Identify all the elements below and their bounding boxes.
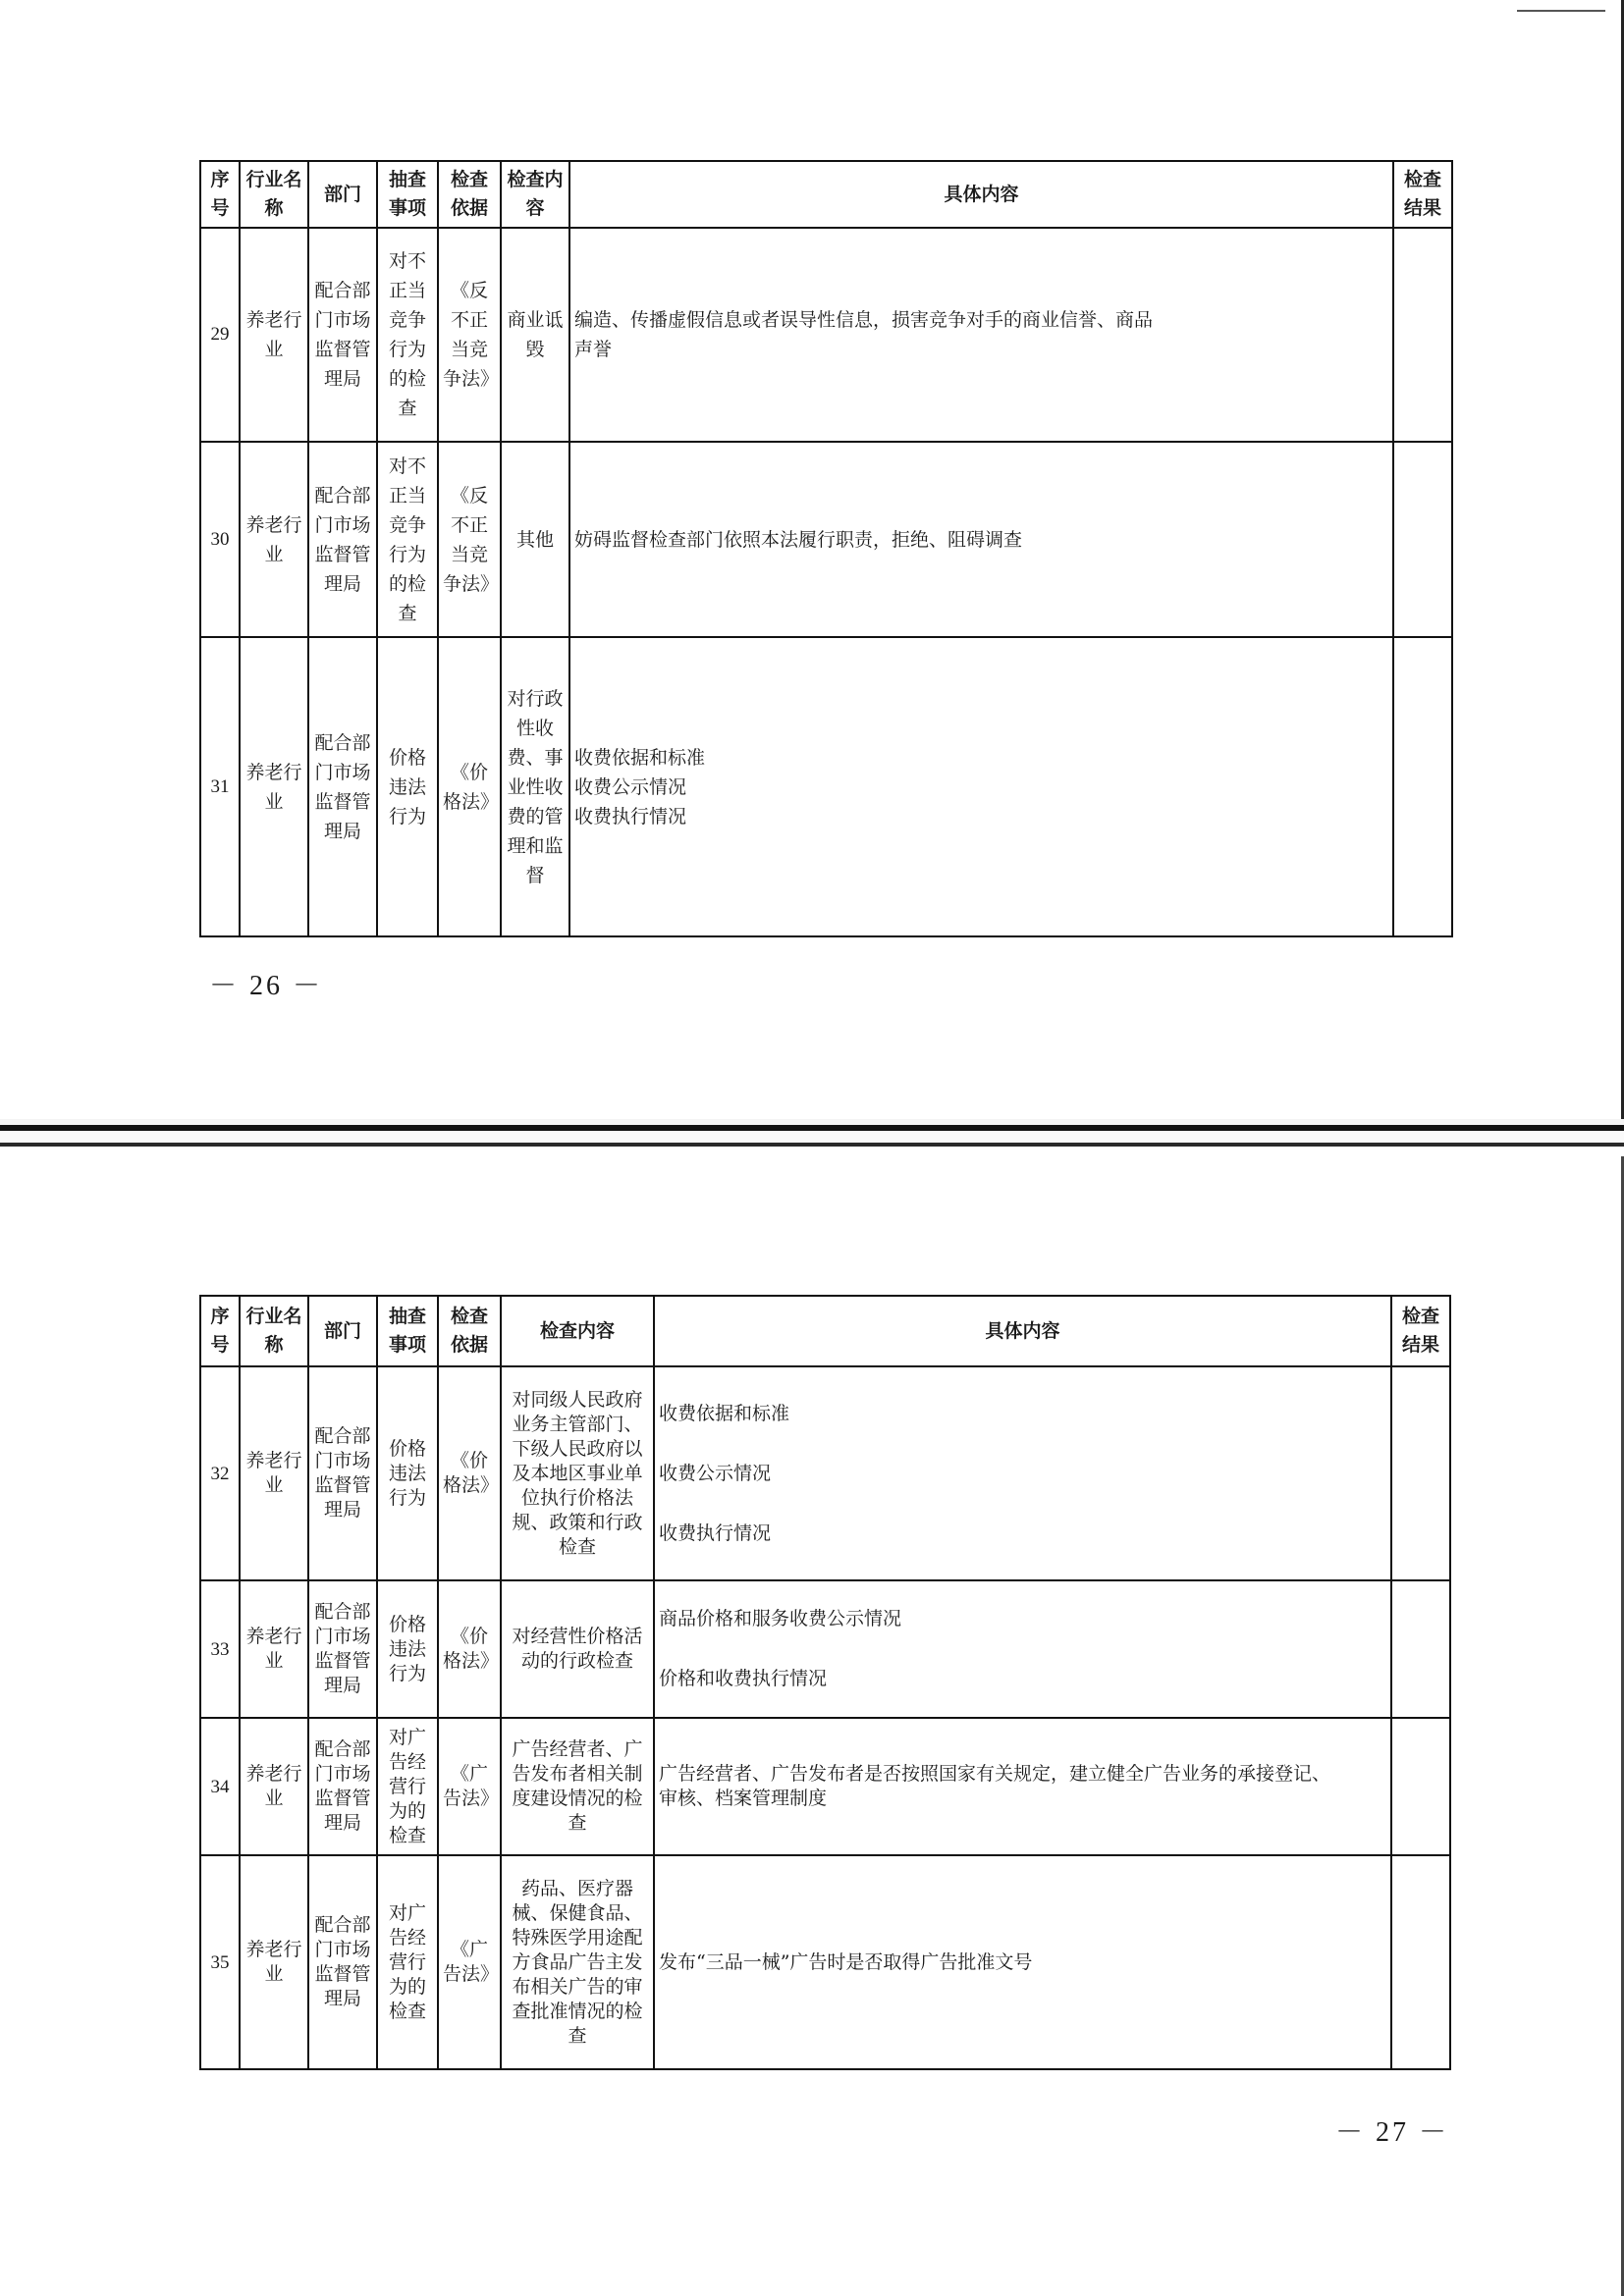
header-item: 抽查事项 [377, 161, 438, 228]
row-industry: 养老行业 [240, 1366, 308, 1580]
row-industry: 养老行业 [240, 1718, 308, 1855]
row-industry: 养老行业 [240, 1580, 308, 1718]
row-detail [569, 228, 1393, 442]
row-seq: 31 [200, 637, 240, 936]
inspection-table-page-26 [199, 160, 1453, 937]
row-basis: 《反不正当竞争法》 [438, 228, 501, 442]
row-detail [654, 1366, 1391, 1580]
page-number: － 27 － [1335, 2117, 1450, 2148]
row-detail [569, 637, 1393, 936]
row-detail [654, 1580, 1391, 1718]
row-industry: 养老行业 [240, 1855, 308, 2069]
header-seq: 序号 [200, 1296, 240, 1366]
row-detail [654, 1855, 1391, 2069]
detail-line: 编造、传播虚假信息或者误导性信息，损害竞争对手的商业信誉、商品 [574, 309, 1154, 331]
detail-line: 审核、档案管理制度 [659, 1788, 828, 1809]
detail-line: 妨碍监督检查部门依照本法履行职责，拒绝、阻碍调查 [574, 528, 1023, 551]
scan-mark [1517, 10, 1605, 12]
header-basis: 检查依据 [438, 161, 501, 228]
inspection-table-page-27 [199, 1295, 1451, 2070]
table-header-row [200, 1296, 1450, 1366]
row-content: 对行政性收费、事业性收费的管理和监督 [501, 637, 569, 936]
table-row [200, 228, 1452, 442]
detail-line: 收费执行情况 [659, 1522, 772, 1544]
row-dept: 配合部门市场监督管理局 [308, 1580, 377, 1718]
row-detail [569, 442, 1393, 637]
header-dept: 部门 [308, 1296, 377, 1366]
detail-line: 广告经营者、广告发布者是否按照国家有关规定，建立健全广告业务的承接登记、 [659, 1763, 1331, 1785]
row-basis: 《反不正当竞争法》 [438, 442, 501, 637]
detail-line: 发布“三品一械”广告时是否取得广告批准文号 [659, 1950, 1033, 1973]
detail-line: 价格和收费执行情况 [659, 1668, 828, 1689]
table-row [200, 637, 1452, 936]
row-dept: 配合部门市场监督管理局 [308, 228, 377, 442]
row-seq: 34 [200, 1718, 240, 1855]
header-detail: 具体内容 [654, 1296, 1391, 1366]
row-result [1391, 1718, 1450, 1855]
row-seq: 35 [200, 1855, 240, 2069]
detail-line: 声誉 [574, 339, 613, 360]
row-result [1391, 1580, 1450, 1718]
row-item: 价格违法行为 [377, 1580, 438, 1718]
row-seq: 32 [200, 1366, 240, 1580]
row-dept: 配合部门市场监督管理局 [308, 1855, 377, 2069]
table-row [200, 1718, 1450, 1855]
row-item: 对不正当竞争行为的检查 [377, 442, 438, 637]
row-content: 对同级人民政府业务主管部门、下级人民政府以及本地区事业单位执行价格法规、政策和行政检查 [501, 1366, 654, 1580]
detail-line: 收费依据和标准 [659, 1402, 790, 1424]
row-basis: 《广告法》 [438, 1718, 501, 1855]
row-content: 广告经营者、广告发布者相关制度建设情况的检查 [501, 1718, 654, 1855]
row-dept: 配合部门市场监督管理局 [308, 1366, 377, 1580]
row-item: 对不正当竞争行为的检查 [377, 228, 438, 442]
row-industry: 养老行业 [240, 637, 308, 936]
detail-line: 收费公示情况 [659, 1462, 772, 1484]
row-dept: 配合部门市场监督管理局 [308, 1718, 377, 1855]
table-header-row [200, 161, 1452, 228]
header-item: 抽查事项 [377, 1296, 438, 1366]
header-detail: 具体内容 [569, 161, 1393, 228]
row-basis: 《广告法》 [438, 1855, 501, 2069]
row-result [1393, 637, 1452, 936]
row-seq: 30 [200, 442, 240, 637]
row-content: 对经营性价格活动的行政检查 [501, 1580, 654, 1718]
row-basis: 《价格法》 [438, 1366, 501, 1580]
table-row [200, 1580, 1450, 1718]
row-result [1391, 1366, 1450, 1580]
row-industry: 养老行业 [240, 442, 308, 637]
row-result [1393, 228, 1452, 442]
header-basis: 检查依据 [438, 1296, 501, 1366]
row-item: 价格违法行为 [377, 1366, 438, 1580]
row-dept: 配合部门市场监督管理局 [308, 637, 377, 936]
header-seq: 序号 [200, 161, 240, 228]
row-content: 商业诋毁 [501, 228, 569, 442]
detail-line: 收费公示情况 [574, 775, 687, 798]
row-detail [654, 1718, 1391, 1855]
header-content: 检查内容 [501, 161, 569, 228]
row-industry: 养老行业 [240, 228, 308, 442]
row-seq: 29 [200, 228, 240, 442]
row-item: 对广告经营行为的检查 [377, 1718, 438, 1855]
header-content: 检查内容 [501, 1296, 654, 1366]
page-separator [0, 1119, 1624, 1156]
detail-line: 收费依据和标准 [574, 746, 706, 769]
row-item: 价格违法行为 [377, 637, 438, 936]
table-row [200, 1855, 1450, 2069]
row-item: 对广告经营行为的检查 [377, 1855, 438, 2069]
row-content: 其他 [501, 442, 569, 637]
header-result: 检查结果 [1391, 1296, 1450, 1366]
table-row [200, 1366, 1450, 1580]
header-industry: 行业名称 [240, 161, 308, 228]
header-dept: 部门 [308, 161, 377, 228]
header-industry: 行业名称 [240, 1296, 308, 1366]
table-row [200, 442, 1452, 637]
row-basis: 《价格法》 [438, 637, 501, 936]
detail-line: 收费执行情况 [574, 805, 687, 828]
row-seq: 33 [200, 1580, 240, 1718]
detail-line: 商品价格和服务收费公示情况 [659, 1608, 902, 1629]
page-number: － 26 － [209, 971, 324, 1001]
row-result [1391, 1855, 1450, 2069]
row-dept: 配合部门市场监督管理局 [308, 442, 377, 637]
row-basis: 《价格法》 [438, 1580, 501, 1718]
row-result [1393, 442, 1452, 637]
row-content: 药品、医疗器械、保健食品、特殊医学用途配方食品广告主发布相关广告的审查批准情况的检查 [501, 1855, 654, 2069]
header-result: 检查结果 [1393, 161, 1452, 228]
